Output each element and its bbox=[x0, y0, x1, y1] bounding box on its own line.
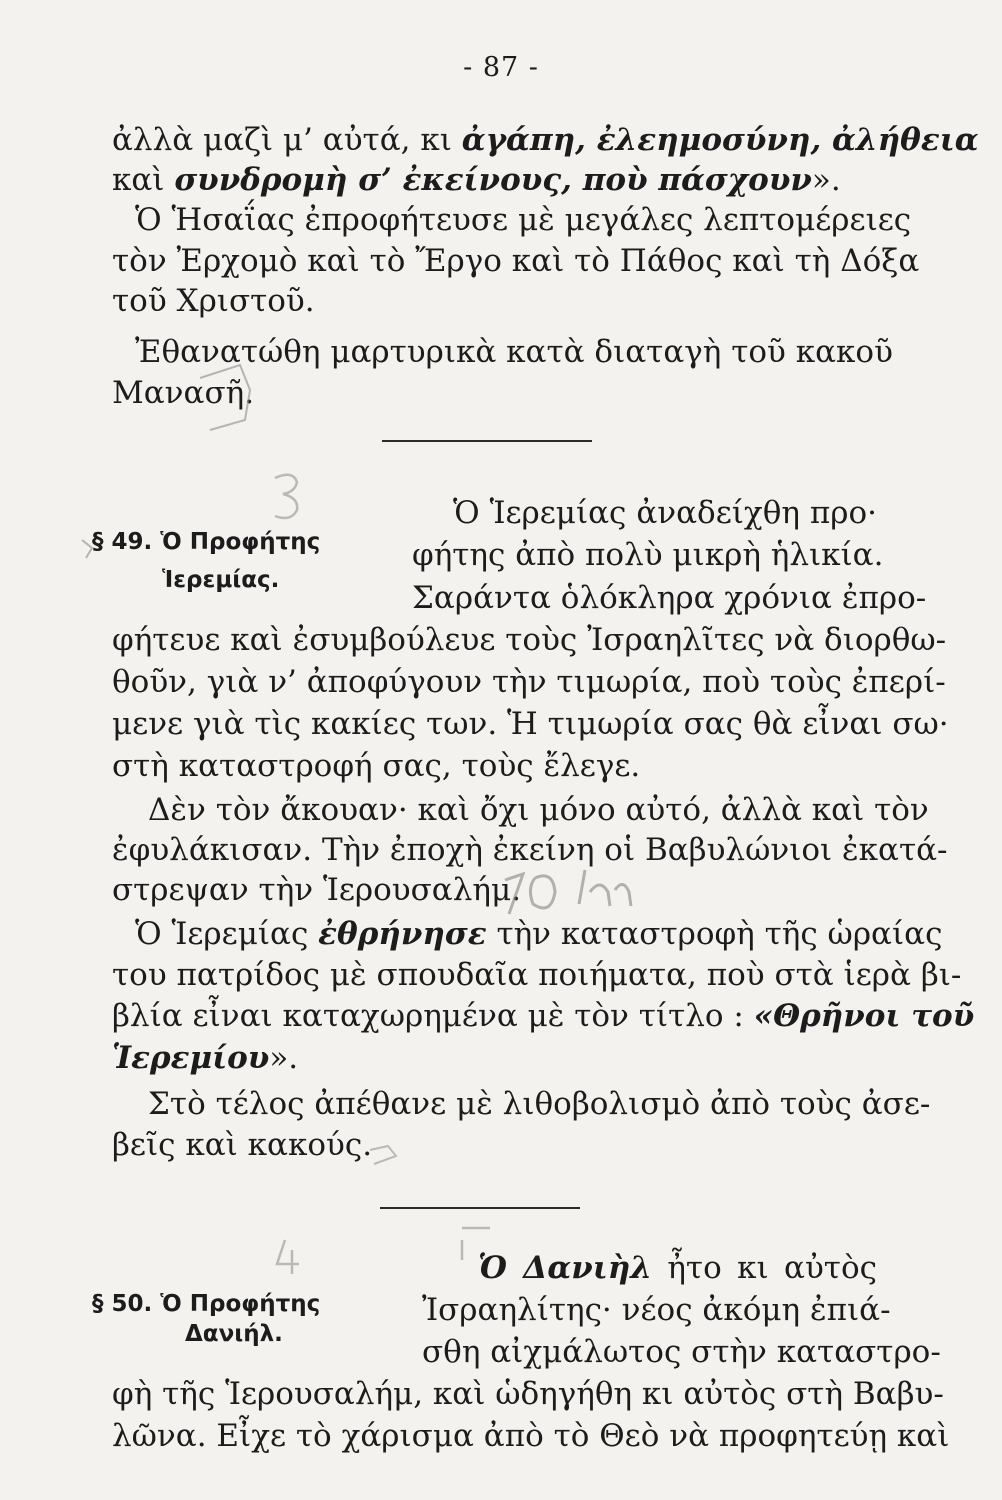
book-title: Ἱερεμίου bbox=[112, 1040, 270, 1076]
body-line: Ὁ Δανιὴλ ἦτο κι αὐτὸς bbox=[478, 1250, 877, 1286]
body-line: λῶνα. Εἶχε τὸ χάρισμα ἀπὸ τὸ Θεὸ νὰ προφητεύῃ καὶ bbox=[112, 1418, 950, 1454]
emphasis-text: συνδρομὴ σ’ ἐκείνους, ποὺ πάσχουν bbox=[174, 162, 812, 198]
body-line: Ὁ Ἱερεμίας ἐθρήνησε τὴν καταστροφὴ τῆς ὡραίας bbox=[135, 916, 943, 952]
body-line: Ἐθανατώθη μαρτυρικὰ κατὰ διαταγὴ τοῦ κακοῦ bbox=[135, 334, 893, 370]
body-line: Μανασῆ. bbox=[112, 375, 255, 411]
body-line: φήτης ἀπὸ πολὺ μικρὴ ἡλικία. bbox=[412, 537, 884, 573]
body-line: του πατρίδος μὲ σπουδαῖα ποιήματα, ποὺ στὰ ἱερὰ βι- bbox=[112, 957, 962, 993]
body-line: Δὲν τὸν ἄκουαν· καὶ ὄχι μόνο αὐτό, ἀλλὰ καὶ τὸν bbox=[148, 792, 929, 828]
body-line: ἐφυλάκισαν. Τὴν ἐποχὴ ἐκείνη οἱ Βαβυλώνιοι ἐκατά- bbox=[112, 832, 948, 868]
body-line: Στὸ τέλος ἀπέθανε μὲ λιθοβολισμὸ ἀπὸ τοὺς ἀσε- bbox=[148, 1086, 931, 1122]
body-line: θοῦν, γιὰ ν’ ἀποφύγουν τὴν τιμωρία, ποὺ τοὺς ἐπερί- bbox=[112, 664, 946, 700]
body-line: τὸν Ἐρχομὸ καὶ τὸ Ἔργο καὶ τὸ Πάθος καὶ τὴ Δόξα bbox=[112, 243, 920, 279]
section-divider bbox=[380, 1207, 580, 1209]
body-line: Ὁ Ἡσαΐας ἐπροφήτευσε μὲ μεγάλες λεπτομέρειες bbox=[135, 202, 912, 238]
section-49-heading: § 49. Ὁ Προφήτης bbox=[92, 529, 321, 555]
body-line: Σαράντα ὁλόκληρα χρόνια ἐπρο- bbox=[412, 580, 927, 616]
body-line: Ἰσραηλίτης· νέος ἀκόμη ἐπιά- bbox=[422, 1292, 891, 1328]
section-50-heading-name: Δανιήλ. bbox=[185, 1321, 283, 1347]
section-divider bbox=[382, 440, 592, 442]
body-line: ἀλλὰ μαζὶ μ’ αὐτά, κι ἀγάπη, ἐλεημοσύνη, ἀλήθεια bbox=[112, 122, 979, 158]
section-50-heading: § 50. Ὁ Προφήτης bbox=[92, 1291, 321, 1317]
emphasis-text: ἀγάπη, ἐλεημοσύνη, ἀλήθεια bbox=[461, 122, 979, 158]
section-49-heading-name: Ἱερεμίας. bbox=[162, 567, 280, 593]
body-line: Ὁ Ἱερεμίας ἀναδείχθη προ· bbox=[453, 495, 877, 531]
body-line: σθη αἰχμάλωτος στὴν καταστρο- bbox=[422, 1334, 941, 1370]
body-line: καὶ συνδρομὴ σ’ ἐκείνους, ποὺ πάσχουν». bbox=[112, 162, 841, 198]
body-line: φήτευε καὶ ἐσυμβούλευε τοὺς Ἰσραηλῖτες νὰ διορθω- bbox=[112, 622, 947, 658]
body-line: στρεψαν τὴν Ἱερουσαλήμ. bbox=[112, 872, 521, 908]
body-line: Ἱερεμίου». bbox=[112, 1040, 299, 1076]
body-line: στὴ καταστροφή σας, τοὺς ἔλεγε. bbox=[112, 748, 641, 784]
page-number: - 87 - bbox=[463, 52, 539, 83]
book-title: «Θρῆνοι τοῦ bbox=[753, 998, 975, 1034]
body-line: βεῖς καὶ κακούς. bbox=[112, 1127, 373, 1163]
body-line: τοῦ Χριστοῦ. bbox=[112, 283, 315, 319]
body-line: φὴ τῆς Ἱερουσαλήμ, καὶ ὡδηγήθη κι αὐτὸς στὴ Βαβυ- bbox=[112, 1376, 944, 1412]
emphasis-text: ἐθρήνησε bbox=[318, 916, 487, 952]
body-line: μενε γιὰ τὶς κακίες των. Ἡ τιμωρία σας θὰ εἶναι σω· bbox=[112, 706, 949, 742]
body-line: βλία εἶναι καταχωρημένα μὲ τὸν τίτλο : «Θρῆνοι τοῦ bbox=[112, 998, 975, 1034]
emphasis-name: Ὁ Δανιὴλ bbox=[478, 1250, 652, 1286]
